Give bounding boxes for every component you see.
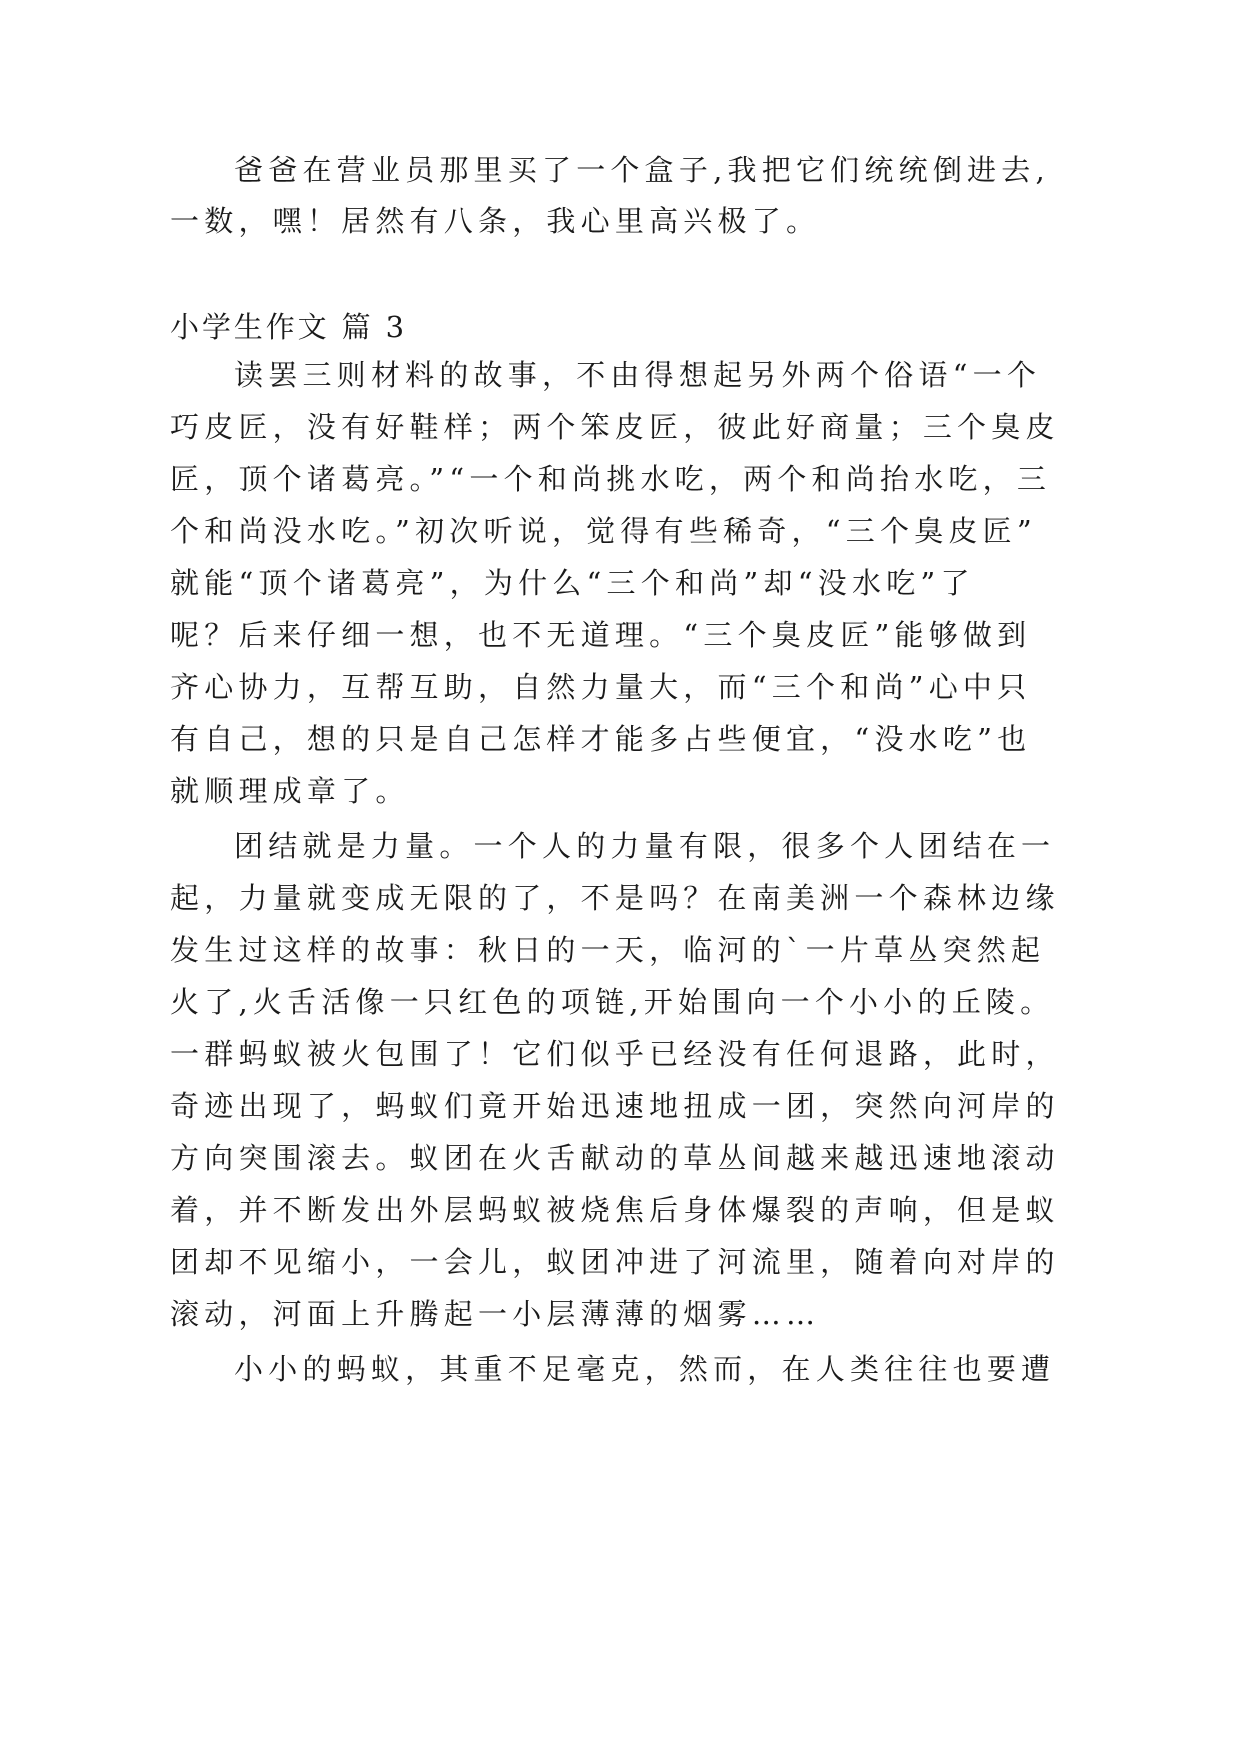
document-page: 爸爸在营业员那里买了一个盒子,我把它们统统倒进去, 一数，嘿！居然有八条，我心里高兴极了。 小学生作文 篇 3 读罢三则材料的故事，不由得想起另外两个俗语“一个 巧皮匠，没有好鞋样；两个笨皮匠，彼此好商量；三个臭皮 匠，顶个诸葛亮。”“一个和尚挑水吃，两个和尚抬水吃，三 个和尚没水吃。”初次听说，觉得有些稀奇，“三个臭皮匠” 就能“顶个诸葛亮”，为什么“三个和尚”却“没水吃”了 呢？后来仔细一想，也不无道理。“三个臭皮匠”能够做到 齐心协力，互帮互助，自然力量大，而“三个和尚”心中只 有自己，想的只是自己怎样才能多占些便宜，“没水吃”也 就顺理成章了。 团结就是力量。一个人的力量有限，很多个人团结在一 起，力量就变成无限的了，不是吗？在南美洲一个森林边缘 发生过这样的故事：秋日的一天，临河的`一片草丛突然起 火了,火舌活像一只红色的项链,开始围向一个小小的丘陵。 一群蚂蚁被火包围了！它们似乎已经没有任何退路，此时， 奇迹出现了，蚂蚁们竟开始迅速地扭成一团，突然向河岸的 方向突围滚去。蚁团在火舌献动的草丛间越来越迅速地滚动 着，并不断发出外层蚂蚁被烧焦后身体爆裂的声响，但是蚁 团却不见缩小，一会儿，蚁团冲进了河流里，随着向对岸的 滚动，河面上升腾起一小层薄薄的烟雾…… 小小的蚂蚁，其重不足毫克，然而，在人类往往也要遭 <box>170 153 1060 1386</box>
